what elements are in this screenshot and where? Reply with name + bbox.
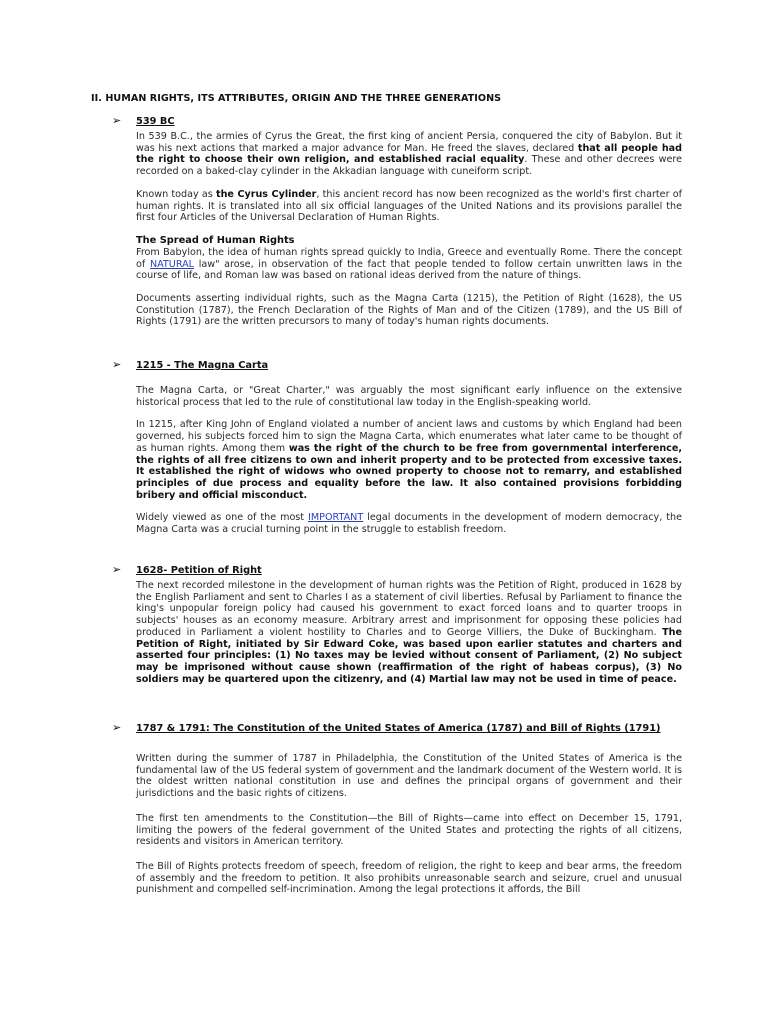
- arrow-bullet-icon: ➢: [112, 721, 122, 734]
- section-petition-of-right: [112, 565, 682, 685]
- section-constitution: [112, 723, 682, 896]
- section-539-bc: [112, 116, 682, 328]
- paragraph: In 539 B.C., the armies of Cyrus the Great, the first king of ancient Persia, conquered the city of Babylon. But it was his next actions that marked a major advance for Man. He freed the slaves, declared that all people had the right to choose their own religion, and established racial equality. These and other decrees were recorded on a baked-clay cylinder in the Akkadian language with cuneiform script.: [136, 131, 683, 178]
- paragraph: The Magna Carta, or "Great Charter," was arguably the most significant early influence on the extensive historical process that led to the rule of constitutional law today in the English-speaking world.: [136, 385, 682, 408]
- section-heading: 1628- Petition of Right: [136, 565, 262, 576]
- paragraph: In 1215, after King John of England violated a number of ancient laws and customs by which England had been governed, his subjects forced him to sign the Magna Carta, which enumerates what later came to be thought of as human rights. Among them was the right of the church to be free from governmental interference, the rights of all free citizens to own and inherit property and to be protected from excessive taxes. It established the right of widows who owned property to choose not to remarry, and established principles of due process and equality before the law. It also contained provisions forbidding bribery and official misconduct.: [136, 419, 683, 501]
- section-heading: 1215 - The Magna Carta: [136, 360, 269, 371]
- section-heading: 1787 & 1791: The Constitution of the United States of America (1787) and Bill of Rights (1791): [136, 723, 661, 734]
- section-magna-carta: [112, 360, 682, 536]
- paragraph: The first ten amendments to the Constitution—the Bill of Rights—came into effect on December 15, 1791, limiting the powers of the federal government of the United States and protecting the rights of all citizens, residents and visitors in American territory.: [136, 812, 682, 848]
- paragraph: From Babylon, the idea of human rights spread quickly to India, Greece and eventually Rome. There the concept of NATURAL law" arose, in observation of the fact that people tended to follow certain unwritten laws in the course of life, and Roman law was based on rational ideas derived from the nature of things.: [136, 246, 682, 282]
- paragraph: The Bill of Rights protects freedom of speech, freedom of religion, the right to keep and bear arms, the freedom of assembly and the freedom to petition. It also prohibits unreasonable search and seizure, cruel and unusual punishment and compelled self-incrimination. Among the legal protections it affords, the Bill: [136, 860, 682, 896]
- natural-link[interactable]: NATURAL: [149, 258, 194, 270]
- paragraph: The next recorded milestone in the development of human rights was the Petition of Right, produced in 1628 by the English Parliament and sent to Charles I as a statement of civil liberties. Refusal by Parliament to finance the king's unpopular foreign policy had caused his government to exact forced loans and to quarter troops in subjects' houses as an economy measure. Arbitrary arrest and imprisonment for opposing these policies had produced in Parliament a violent hostility to Charles and to George Villiers, the Duke of Buckingham. The Petition of Right, initiated by Sir Edward Coke, was based upon earlier statutes and charters and asserted four principles: (1) No taxes may be levied without consent of Parliament, (2) No subject may be imprisoned without cause shown (reaffirmation of the right of habeas corpus), (3) No soldiers may be quartered upon the citizenry, and (4) Martial law may not be used in time of peace.: [136, 580, 682, 685]
- arrow-bullet-icon: ➢: [112, 563, 122, 576]
- document-title: II. HUMAN RIGHTS, ITS ATTRIBUTES, ORIGIN AND THE THREE GENERATIONS: [91, 93, 502, 104]
- arrow-bullet-icon: ➢: [112, 358, 122, 371]
- paragraph: Known today as the Cyrus Cylinder, this ancient record has now been recognized as the world's first charter of human rights. It is translated into all six official languages of the United Nations and its provisions parallel the first four Articles of the Universal Declaration of Human Rights.: [136, 188, 682, 224]
- paragraph: Widely viewed as one of the most IMPORTANT legal documents in the development of modern democracy, the Magna Carta was a crucial turning point in the struggle to establish freedom.: [136, 512, 682, 536]
- section-heading: 539 BC: [136, 116, 175, 127]
- paragraph: Documents asserting individual rights, such as the Magna Carta (1215), the Petition of Right (1628), the US Constitution (1787), the French Declaration of the Rights of Man and of the Citizen (1789), and the US Bill of Rights (1791) are the written precursors to many of today's human rights documents.: [136, 293, 682, 328]
- arrow-bullet-icon: ➢: [112, 114, 122, 127]
- subheading: The Spread of Human Rights: [136, 234, 295, 246]
- paragraph: Written during the summer of 1787 in Philadelphia, the Constitution of the United States of America is the fundamental law of the US federal system of government and the landmark document of the Western world. It is the oldest written national constitution in use and defines the principal organs of government and their jurisdictions and the basic rights of citizens.: [136, 753, 682, 800]
- important-link[interactable]: IMPORTANT: [308, 512, 364, 524]
